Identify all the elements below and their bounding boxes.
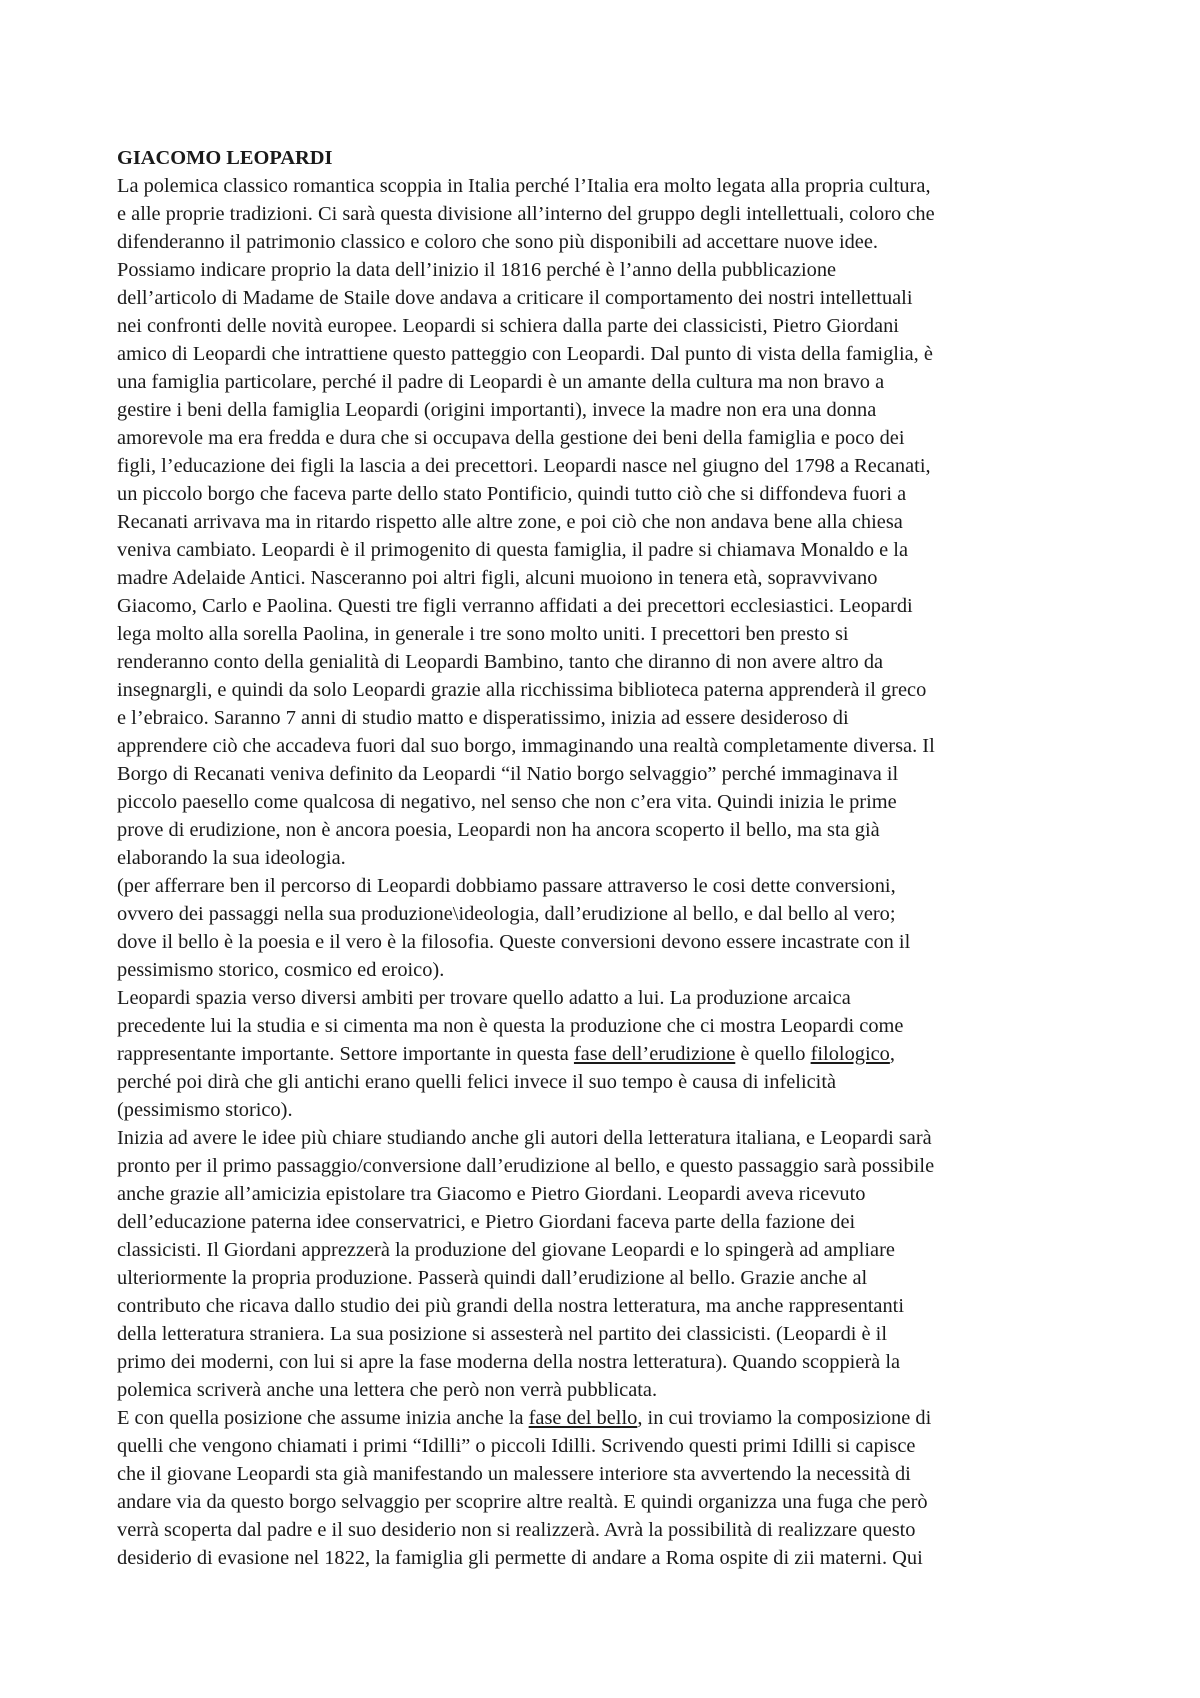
text-run: pronto per il primo passaggio/conversione dall’erudizione al bello, e questo passaggio sarà possibile bbox=[117, 1155, 935, 1177]
text-line bbox=[117, 704, 1097, 732]
document-page bbox=[117, 144, 1097, 1572]
text-run: una famiglia particolare, perché il padre di Leopardi è un amante della cultura ma non bravo a bbox=[117, 371, 885, 393]
text-line bbox=[117, 172, 1097, 200]
text-run: Giacomo, Carlo e Paolina. Questi tre figli verranno affidati a dei precettori ecclesiastici. Leopardi bbox=[117, 595, 913, 617]
text-line bbox=[117, 1376, 1097, 1404]
text-run: La polemica classico romantica scoppia in Italia perché l’Italia era molto legata alla propria cultura, bbox=[117, 175, 931, 197]
text-run: classicisti. Il Giordani apprezzerà la produzione del giovane Leopardi e lo spingerà ad ampliare bbox=[117, 1239, 895, 1261]
text-line bbox=[117, 340, 1097, 368]
text-line bbox=[117, 1096, 1097, 1124]
text-run: pessimismo storico, cosmico ed eroico). bbox=[117, 959, 445, 981]
text-line bbox=[117, 816, 1097, 844]
text-line bbox=[117, 480, 1097, 508]
text-line bbox=[117, 592, 1097, 620]
text-run: , bbox=[889, 1043, 895, 1065]
text-run: amorevole ma era fredda e dura che si occupava della gestione dei beni della famiglia e poco dei bbox=[117, 427, 905, 449]
underlined-phrase: fase dell’erudizione bbox=[573, 1043, 736, 1065]
text-line bbox=[117, 1460, 1097, 1488]
text-run: figli, l’educazione dei figli la lascia a dei precettori. Leopardi nasce nel giugno del 1798 a Recanati, bbox=[117, 455, 931, 477]
text-line bbox=[117, 452, 1097, 480]
text-line bbox=[117, 648, 1097, 676]
text-run: andare via da questo borgo selvaggio per scoprire altre realtà. E quindi organizza una fuga che però bbox=[117, 1491, 928, 1513]
text-run: renderanno conto della genialità di Leopardi Bambino, tanto che diranno di non avere altro da bbox=[117, 651, 884, 673]
text-run: ovvero dei passaggi nella sua produzione\ideologia, dall’erudizione al bello, e dal bello al vero; bbox=[117, 903, 896, 925]
text-line bbox=[117, 228, 1097, 256]
text-line bbox=[117, 676, 1097, 704]
text-run: desiderio di evasione nel 1822, la famiglia gli permette di andare a Roma ospite di zii materni. Qui bbox=[117, 1547, 923, 1569]
text-line bbox=[117, 1292, 1097, 1320]
text-run: perché poi dirà che gli antichi erano quelli felici invece il suo tempo è causa di infelicità bbox=[117, 1071, 837, 1093]
text-line bbox=[117, 1516, 1097, 1544]
text-line bbox=[117, 788, 1097, 816]
text-run: E con quella posizione che assume inizia anche la bbox=[117, 1407, 529, 1429]
text-line bbox=[117, 1404, 1097, 1432]
text-run: elaborando la sua ideologia. bbox=[117, 847, 346, 869]
document-body bbox=[117, 172, 1097, 1572]
text-line bbox=[117, 1040, 1097, 1068]
text-line bbox=[117, 1012, 1097, 1040]
text-run: contributo che ricava dallo studio dei più grandi della nostra letteratura, ma anche rappresentanti bbox=[117, 1295, 905, 1317]
text-run: Inizia ad avere le idee più chiare studiando anche gli autori della letteratura italiana, e Leopardi sarà bbox=[117, 1127, 932, 1149]
text-line bbox=[117, 620, 1097, 648]
text-line bbox=[117, 1068, 1097, 1096]
underlined-phrase: filologico bbox=[810, 1043, 890, 1065]
text-run: nei confronti delle novità europee. Leopardi si schiera dalla parte dei classicisti, Pietro Giordani bbox=[117, 315, 899, 337]
text-run: (pessimismo storico). bbox=[117, 1099, 293, 1121]
text-run: Recanati arrivava ma in ritardo rispetto alle altre zone, e poi ciò che non andava bene alla chiesa bbox=[117, 511, 903, 533]
text-line bbox=[117, 1432, 1097, 1460]
document-title: GIACOMO LEOPARDI bbox=[117, 147, 333, 169]
text-line bbox=[117, 956, 1097, 984]
text-run: quelli che vengono chiamati i primi “Idilli” o piccoli Idilli. Scrivendo questi primi Idilli si capisce bbox=[117, 1435, 916, 1457]
text-run: precedente lui la studia e si cimenta ma non è questa la produzione che ci mostra Leopardi come bbox=[117, 1015, 904, 1037]
text-line bbox=[117, 1488, 1097, 1516]
text-line bbox=[117, 844, 1097, 872]
text-run: gestire i beni della famiglia Leopardi (origini importanti), invece la madre non era una donna bbox=[117, 399, 877, 421]
text-line bbox=[117, 1236, 1097, 1264]
text-run: dell’educazione paterna idee conservatrici, e Pietro Giordani faceva parte della fazione dei bbox=[117, 1211, 856, 1233]
text-line bbox=[117, 536, 1097, 564]
text-run: dell’articolo di Madame de Staile dove andava a criticare il comportamento dei nostri intellettuali bbox=[117, 287, 913, 309]
underlined-phrase: fase del bello bbox=[528, 1407, 638, 1429]
text-line bbox=[117, 1320, 1097, 1348]
text-line bbox=[117, 872, 1097, 900]
text-line bbox=[117, 760, 1097, 788]
text-run: che il giovane Leopardi sta già manifestando un malessere interiore sta avvertendo la necessità di bbox=[117, 1463, 911, 1485]
text-run: e alle proprie tradizioni. Ci sarà questa divisione all’interno del gruppo degli intellettuali, coloro che bbox=[117, 203, 935, 225]
text-line bbox=[117, 900, 1097, 928]
text-run: apprendere ciò che accadeva fuori dal suo borgo, immaginando una realtà completamente diversa. Il bbox=[117, 735, 935, 757]
text-run: è quello bbox=[735, 1043, 811, 1065]
text-run: polemica scriverà anche una lettera che però non verrà pubblicata. bbox=[117, 1379, 658, 1401]
text-run: piccolo paesello come qualcosa di negativo, nel senso che non c’era vita. Quindi inizia le prime bbox=[117, 791, 897, 813]
text-line bbox=[117, 984, 1097, 1012]
text-run: dove il bello è la poesia e il vero è la filosofia. Queste conversioni devono essere incastrate con il bbox=[117, 931, 911, 953]
text-run: insegnargli, e quindi da solo Leopardi grazie alla ricchissima biblioteca paterna apprenderà il greco bbox=[117, 679, 927, 701]
text-line bbox=[117, 284, 1097, 312]
text-run: lega molto alla sorella Paolina, in generale i tre sono molto uniti. I precettori ben presto si bbox=[117, 623, 849, 645]
text-line bbox=[117, 732, 1097, 760]
text-run: ulteriormente la propria produzione. Passerà quindi dall’erudizione al bello. Grazie anche al bbox=[117, 1267, 868, 1289]
text-run: e l’ebraico. Saranno 7 anni di studio matto e disperatissimo, inizia ad essere desideroso di bbox=[117, 707, 849, 729]
text-run: prove di erudizione, non è ancora poesia, Leopardi non ha ancora scoperto il bello, ma sta già bbox=[117, 819, 880, 841]
text-run: anche grazie all’amicizia epistolare tra Giacomo e Pietro Giordani. Leopardi aveva ricevuto bbox=[117, 1183, 866, 1205]
text-line bbox=[117, 1208, 1097, 1236]
text-run: difenderanno il patrimonio classico e coloro che sono più disponibili ad accettare nuove idee. bbox=[117, 231, 879, 253]
text-run: amico di Leopardi che intrattiene questo patteggio con Leopardi. Dal punto di vista della famiglia, è bbox=[117, 343, 933, 365]
text-run: un piccolo borgo che faceva parte dello stato Pontificio, quindi tutto ciò che si diffondeva fuori a bbox=[117, 483, 907, 505]
text-run: primo dei moderni, con lui si apre la fase moderna della nostra letteratura). Quando scoppierà la bbox=[117, 1351, 901, 1373]
text-line bbox=[117, 368, 1097, 396]
text-line bbox=[117, 424, 1097, 452]
text-run: Leopardi spazia verso diversi ambiti per trovare quello adatto a lui. La produzione arcaica bbox=[117, 987, 851, 1009]
text-line bbox=[117, 1124, 1097, 1152]
text-line bbox=[117, 1152, 1097, 1180]
text-line bbox=[117, 1348, 1097, 1376]
text-line bbox=[117, 564, 1097, 592]
text-run: Possiamo indicare proprio la data dell’inizio il 1816 perché è l’anno della pubblicazione bbox=[117, 259, 837, 281]
text-line bbox=[117, 508, 1097, 536]
text-run: veniva cambiato. Leopardi è il primogenito di questa famiglia, il padre si chiamava Monaldo e la bbox=[117, 539, 909, 561]
text-line bbox=[117, 1180, 1097, 1208]
text-run: madre Adelaide Antici. Nasceranno poi altri figli, alcuni muoiono in tenera età, sopravvivano bbox=[117, 567, 878, 589]
text-line bbox=[117, 1264, 1097, 1292]
text-run: verrà scoperta dal padre e il suo desiderio non si realizzerà. Avrà la possibilità di realizzare questo bbox=[117, 1519, 916, 1541]
text-run: rappresentante importante. Settore importante in questa bbox=[117, 1043, 574, 1065]
text-line bbox=[117, 1544, 1097, 1572]
text-run: , in cui troviamo la composizione di bbox=[637, 1407, 932, 1429]
text-line bbox=[117, 256, 1097, 284]
text-line bbox=[117, 200, 1097, 228]
text-run: della letteratura straniera. La sua posizione si assesterà nel partito dei classicisti. (Leopardi è il bbox=[117, 1323, 888, 1345]
text-run: (per afferrare ben il percorso di Leopardi dobbiamo passare attraverso le cosi dette conversioni, bbox=[117, 875, 896, 897]
text-line bbox=[117, 928, 1097, 956]
text-line bbox=[117, 312, 1097, 340]
text-line bbox=[117, 396, 1097, 424]
text-run: Borgo di Recanati veniva definito da Leopardi “il Natio borgo selvaggio” perché immaginava il bbox=[117, 763, 899, 785]
